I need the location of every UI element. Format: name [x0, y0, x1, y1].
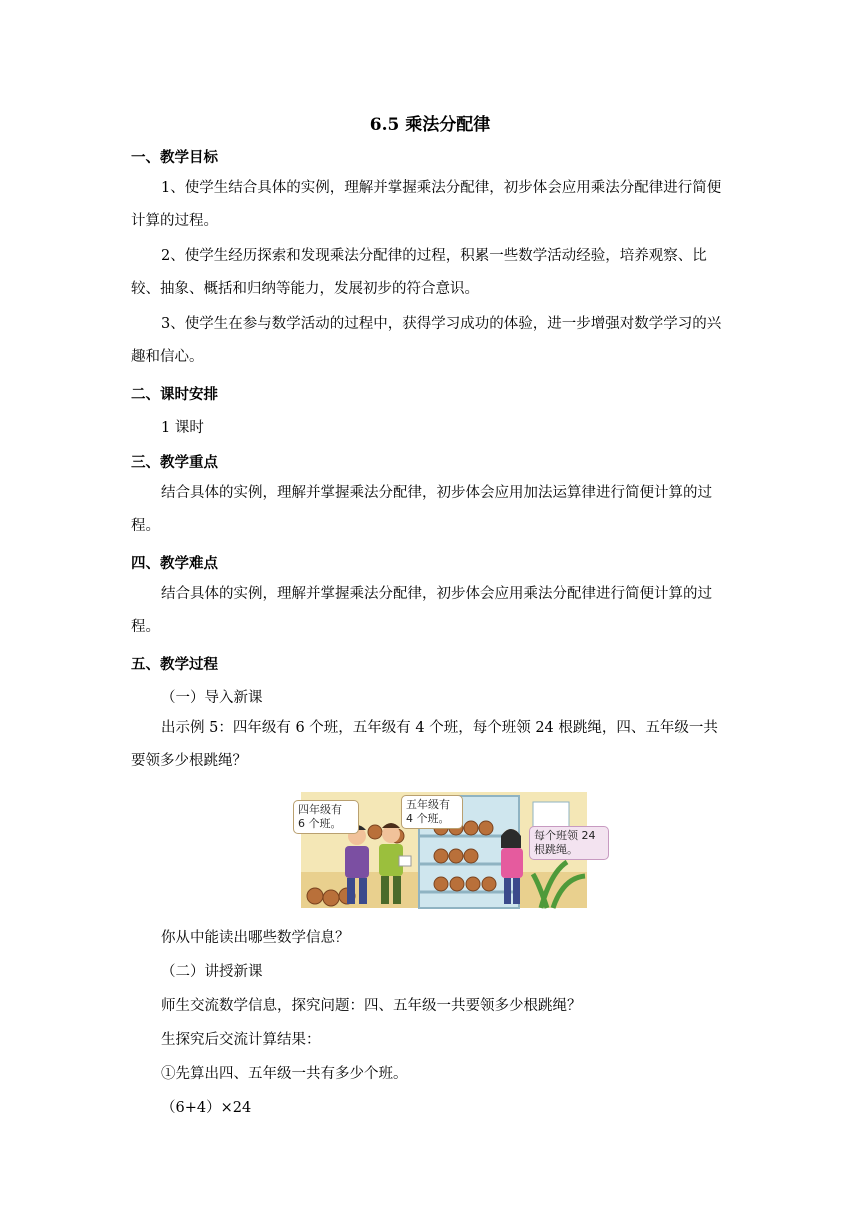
section-heading-process: 五、教学过程	[131, 656, 218, 673]
explore-paragraph: 生探究后交流计算结果：	[161, 1032, 321, 1048]
schedule-text: 1 课时	[161, 420, 204, 436]
example-paragraph: 出示例 5：四年级有 6 个班，五年级有 4 个班，每个班领 24 根跳绳，四、五年级一共要领多少根跳绳？	[131, 720, 718, 769]
goal-paragraph-3: 3、使学生在参与数学活动的过程中，获得学习成功的体验，进一步增强对数学学习的兴趣和信心。	[131, 316, 722, 365]
subsection-intro: （一）导入新课	[161, 690, 263, 706]
exchange-paragraph: 师生交流数学信息，探究问题：四、五年级一共要领多少根跳绳？	[161, 998, 582, 1014]
question-text: 你从中能读出哪些数学信息？	[161, 930, 350, 946]
section-heading-schedule: 二、课时安排	[131, 386, 218, 403]
difficulties-text: 结合具体的实例，理解并掌握乘法分配律，初步体会应用乘法分配律进行简便计算的过程。	[131, 586, 712, 635]
speech-bubble-ropes: 每个班领 24 根跳绳。	[529, 826, 609, 860]
page-title: 6.5 乘法分配律	[369, 115, 491, 135]
classroom-illustration	[298, 792, 596, 908]
key-points-text: 结合具体的实例，理解并掌握乘法分配律，初步体会应用加法运算律进行简便计算的过程。	[131, 485, 712, 534]
step-1-paragraph: ①先算出四、五年级一共有多少个班。	[161, 1066, 408, 1082]
subsection-new-lesson: （二）讲授新课	[161, 964, 263, 980]
formula-line: （6+4）×24	[161, 1100, 252, 1116]
goal-paragraph-2: 2、使学生经历探索和发现乘法分配律的过程，积累一些数学活动经验，培养观察、比较、抽象、概括和归纳等能力，发展初步的符合意识。	[131, 248, 707, 297]
section-heading-key-points: 三、教学重点	[131, 454, 218, 471]
goal-paragraph-1: 1、使学生结合具体的实例，理解并掌握乘法分配律，初步体会应用乘法分配律进行简便计算的过程。	[131, 180, 722, 229]
section-heading-difficulties: 四、教学难点	[131, 555, 218, 572]
section-heading-goals: 一、教学目标	[131, 149, 218, 166]
speech-bubble-grade5: 五年级有 4 个班。	[401, 795, 463, 829]
speech-bubble-grade4: 四年级有 6 个班。	[293, 800, 359, 834]
